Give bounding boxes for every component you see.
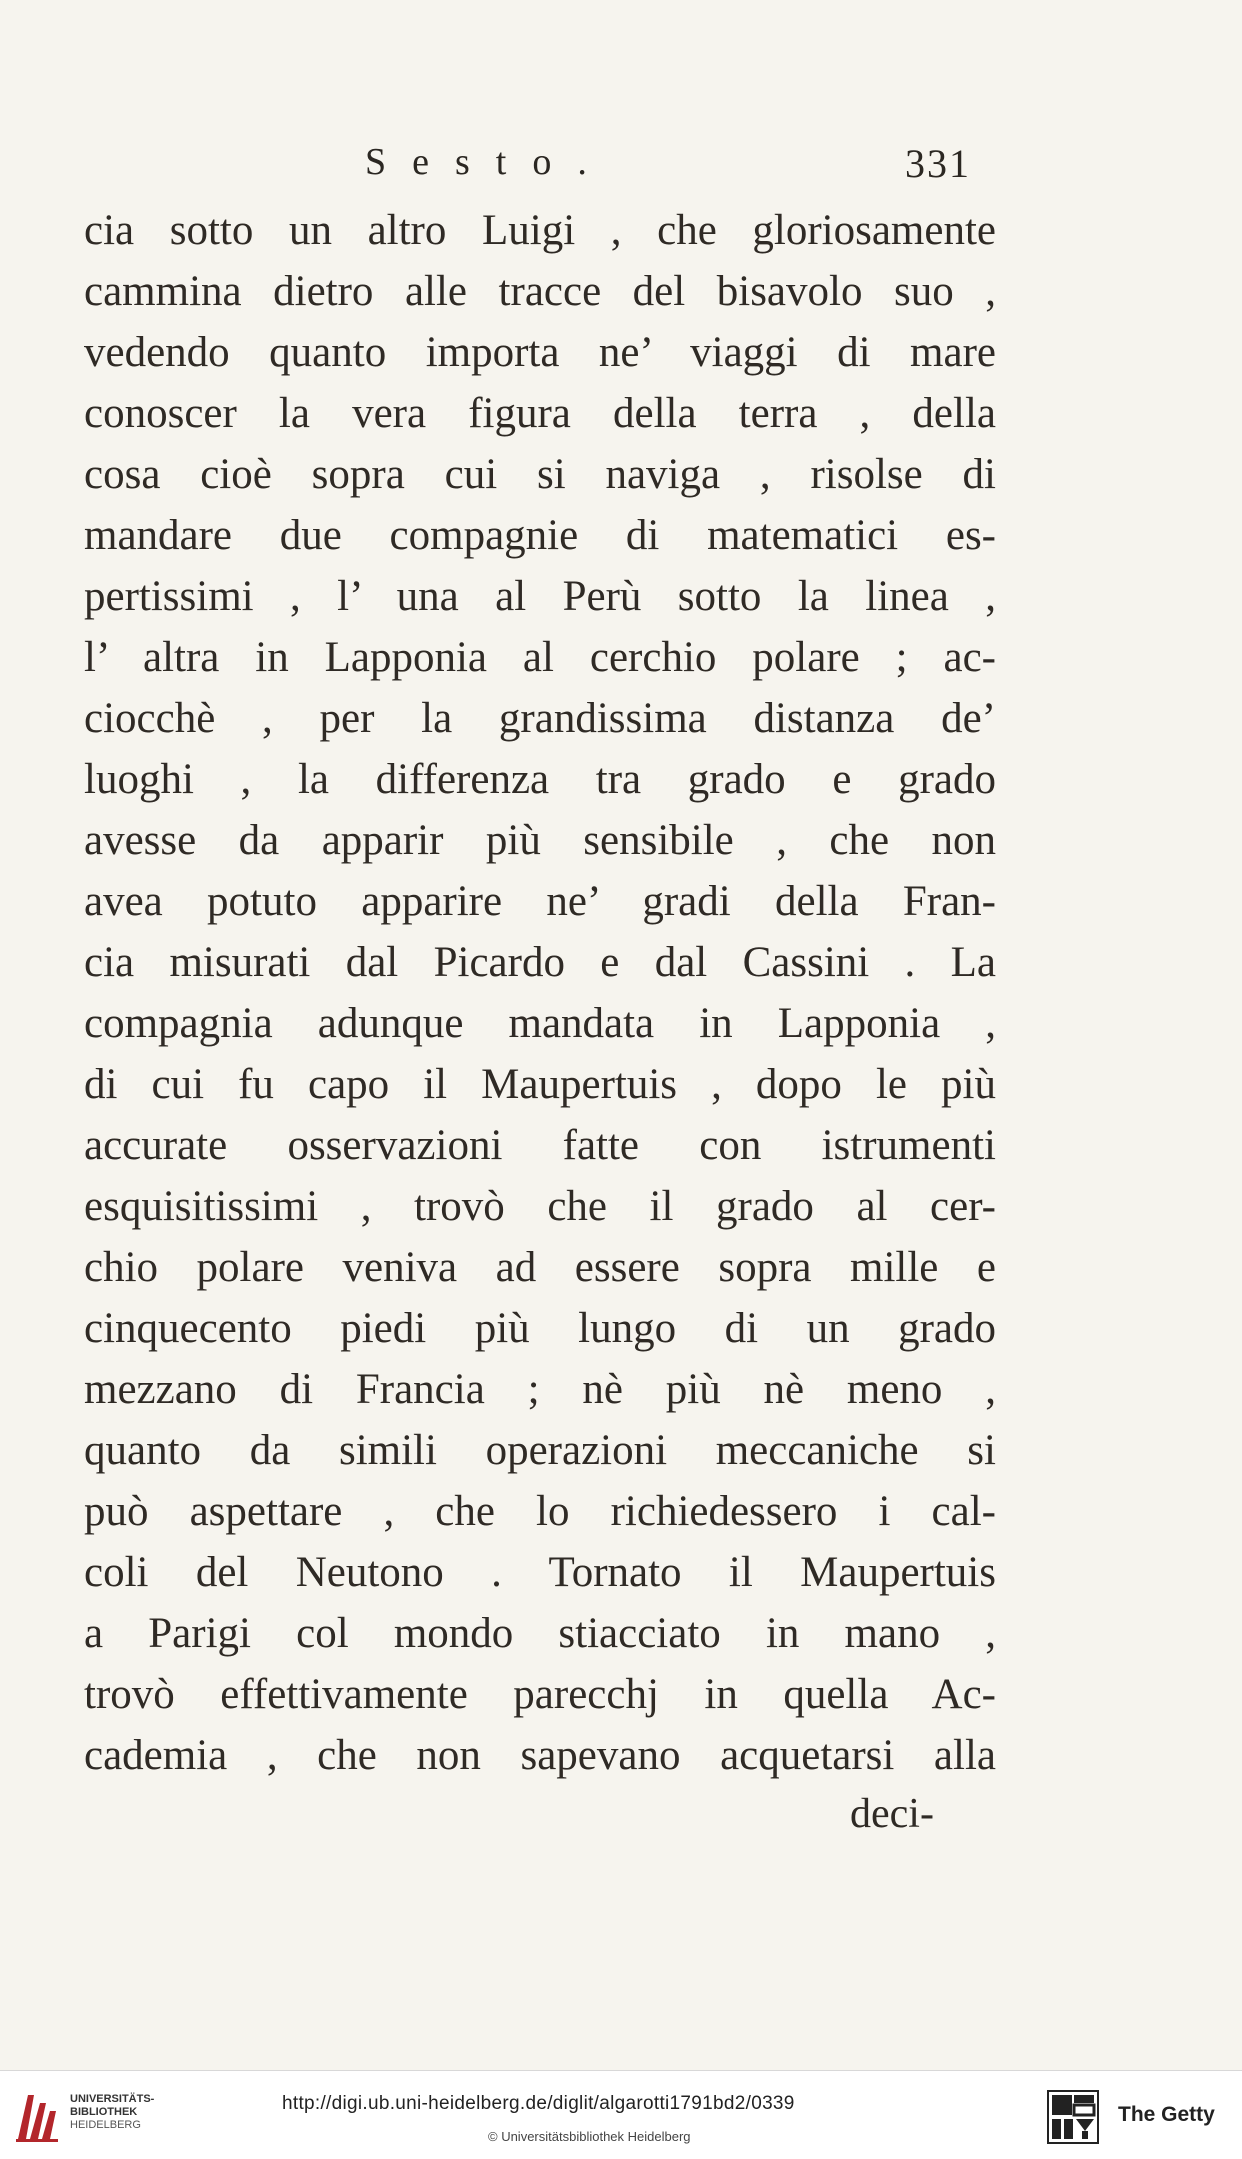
library-name-line: HEIDELBERG <box>70 2119 141 2131</box>
text-line: a Parigi col mondo stiacciato in mano , <box>84 1610 996 1657</box>
text-line: mandare due compagnie di matematici es- <box>84 512 996 559</box>
text-line: avesse da apparir più sensibile , che non <box>84 817 996 864</box>
library-name-line: BIBLIOTHEK <box>70 2106 138 2118</box>
text-line: esquisitissimi , trovò che il grado al cer- <box>84 1183 996 1230</box>
running-head <box>0 140 1242 200</box>
text-line: cia misurati dal Picardo e dal Cassini . La <box>84 939 996 986</box>
text-line: compagnia adunque mandata in Lapponia , <box>84 1000 996 1047</box>
text-line: coli del Neutono . Tornato il Maupertuis <box>84 1549 996 1596</box>
text-line: di cui fu capo il Maupertuis , dopo le più <box>84 1061 996 1108</box>
copyright-notice: © Universitätsbibliothek Heidelberg <box>488 2129 691 2144</box>
permalink-url[interactable]: http://digi.ub.uni-heidelberg.de/diglit/algarotti1791bd2/0339 <box>282 2093 795 2114</box>
getty-logo-icon[interactable] <box>1046 2089 1100 2145</box>
text-line: cammina dietro alle tracce del bisavolo suo , <box>84 268 996 315</box>
university-library-logo-icon[interactable] <box>12 2089 60 2145</box>
partner-name: The Getty <box>1118 2103 1215 2126</box>
page-number: 331 <box>905 141 971 186</box>
text-line: luoghi , la differenza tra grado e grado <box>84 756 996 803</box>
library-name-line: UNIVERSITÄTS- <box>70 2093 155 2105</box>
text-line: pertissimi , l’ una al Perù sotto la linea , <box>84 573 996 620</box>
text-line: accurate osservazioni fatte con istrumenti <box>84 1122 996 1169</box>
text-line: quanto da simili operazioni meccaniche si <box>84 1427 996 1474</box>
text-line: mezzano di Francia ; nè più nè meno , <box>84 1366 996 1413</box>
text-line: trovò effettivamente parecchj in quella Ac- <box>84 1671 996 1718</box>
body-text <box>84 200 996 1786</box>
viewer-footer <box>0 2070 1242 2159</box>
text-line: chio polare veniva ad essere sopra mille e <box>84 1244 996 1291</box>
text-line: può aspettare , che lo richiedessero i cal- <box>84 1488 996 1535</box>
running-head-title: Sesto. <box>365 141 613 183</box>
text-line: cia sotto un altro Luigi , che gloriosamente <box>84 207 996 254</box>
catchword: deci- <box>850 1791 934 1837</box>
text-line: l’ altra in Lapponia al cerchio polare ; ac- <box>84 634 996 681</box>
text-line: cosa cioè sopra cui si naviga , risolse di <box>84 451 996 498</box>
text-line: avea potuto apparire ne’ gradi della Fran- <box>84 878 996 925</box>
text-line: ciocchè , per la grandissima distanza de’ <box>84 695 996 742</box>
text-line: cademia , che non sapevano acquetarsi alla <box>84 1732 996 1779</box>
text-line: vedendo quanto importa ne’ viaggi di mare <box>84 329 996 376</box>
text-line: cinquecento piedi più lungo di un grado <box>84 1305 996 1352</box>
text-line: conoscer la vera figura della terra , della <box>84 390 996 437</box>
university-library-name <box>70 2093 154 2132</box>
